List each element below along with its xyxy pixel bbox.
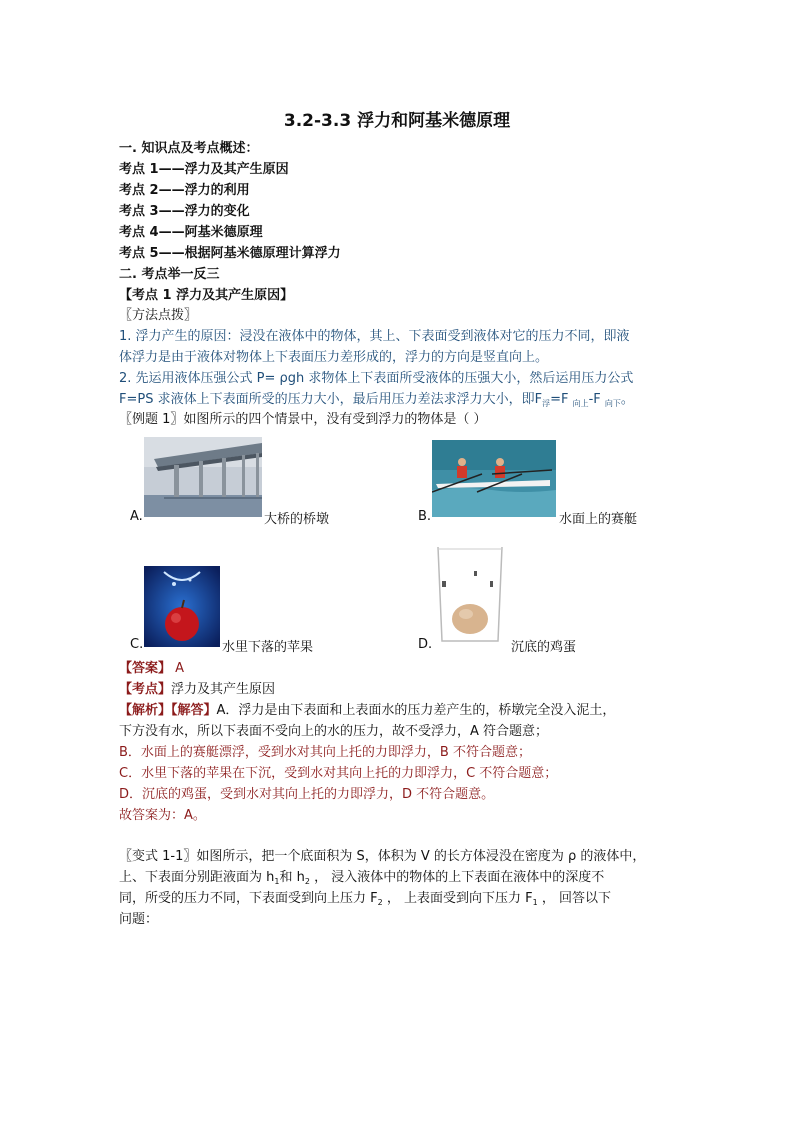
section-heading-overview: 一. 知识点及考点概述： [119, 141, 259, 156]
analysis-line-b: B．水面上的赛艇漂浮，受到水对其向上托的力即浮力，B 不符合题意； [119, 745, 531, 760]
page-title: 3.2-3.3 浮力和阿基米德原理 [283, 111, 511, 131]
point-5: 考点 5——根据阿基米德原理计算浮力 [119, 246, 341, 261]
option-c-label: 水里下落的苹果 [222, 640, 314, 655]
rowing-image [432, 440, 556, 517]
section-heading-examples: 二. 考点举一反三 [119, 267, 220, 282]
variant-line-4: 问题： [119, 912, 159, 927]
point-2: 考点 2——浮力的利用 [119, 183, 250, 198]
analysis-conclusion: 故答案为：A。 [119, 808, 206, 823]
option-c-letter: C. [130, 637, 144, 652]
method-line-3: 2. 先运用液体压强公式 P= ρgh 求物体上下表面所受液体的压强大小，然后运用压力公式 [119, 371, 634, 386]
kaodian-line: 【考点】浮力及其产生原因 [119, 682, 276, 697]
analysis-line-d: D．沉底的鸡蛋，受到水对其向上托的力即浮力，D 不符合题意。 [119, 787, 495, 802]
method-line-4: F=PS 求液体上下表面所受的压力大小，最后用压力差法求浮力大小，即$F_浮=F$ $_{向上}$-F $_{向下}$。 [119, 392, 634, 408]
method-header: 〖方法点拨〗 [119, 308, 198, 323]
option-d-label: 沉底的鸡蛋 [511, 640, 577, 655]
option-a-letter: A. [130, 509, 143, 524]
example-question: 〖例题 1〗如图所示的四个情景中，没有受到浮力的物体是（ ） [119, 412, 487, 427]
apple-image [144, 566, 220, 647]
variant-line-3: 同，所受的压力不同，下表面受到向上压力 $F_2$ ， 上表面受到向下压力 $F_1$ ， 回答以下 [119, 891, 611, 907]
analysis-line-c: C．水里下落的苹果在下沉，受到水对其向上托的力即浮力，C 不符合题意； [119, 766, 558, 781]
analysis-line-a1: 【解析】【解答】A．浮力是由下表面和上表面水的压力差产生的，桥墩完全没入泥土， [119, 703, 616, 718]
option-b-label: 水面上的赛艇 [559, 512, 638, 527]
answer-line: 【答案】 A [119, 661, 185, 676]
method-line-2: 体浮力是由于液体对物体上下表面压力差形成的，浮力的方向是竖直向上。 [119, 350, 549, 365]
topic-header: 【考点 1 浮力及其产生原因】 [119, 288, 294, 303]
point-3: 考点 3——浮力的变化 [119, 204, 250, 219]
variant-line-1: 〖变式 1-1〗如图所示，把一个底面积为 S，体积为 V 的长方体浸没在密度为 ρ 的液体中， [119, 849, 646, 864]
option-d-letter: D. [418, 637, 433, 652]
option-a-label: 大桥的桥墩 [264, 512, 330, 527]
point-4: 考点 4——阿基米德原理 [119, 225, 263, 240]
bridge-image [144, 437, 262, 517]
egg-in-glass-image [432, 541, 508, 647]
method-line-1: 1. 浮力产生的原因：浸没在液体中的物体，其上、下表面受到液体对它的压力不同，即液 [119, 329, 630, 344]
variant-line-2: 上、下表面分别距液面为 $h_1$和 $h_2$ ， 浸入液体中的物体的上下表面在液体中的深度不 [119, 870, 605, 886]
option-b-letter: B. [418, 509, 432, 524]
analysis-line-a2: 下方没有水，所以下表面不受向上的水的压力，故不受浮力，A 符合题意； [119, 724, 549, 739]
point-1: 考点 1——浮力及其产生原因 [119, 162, 289, 177]
